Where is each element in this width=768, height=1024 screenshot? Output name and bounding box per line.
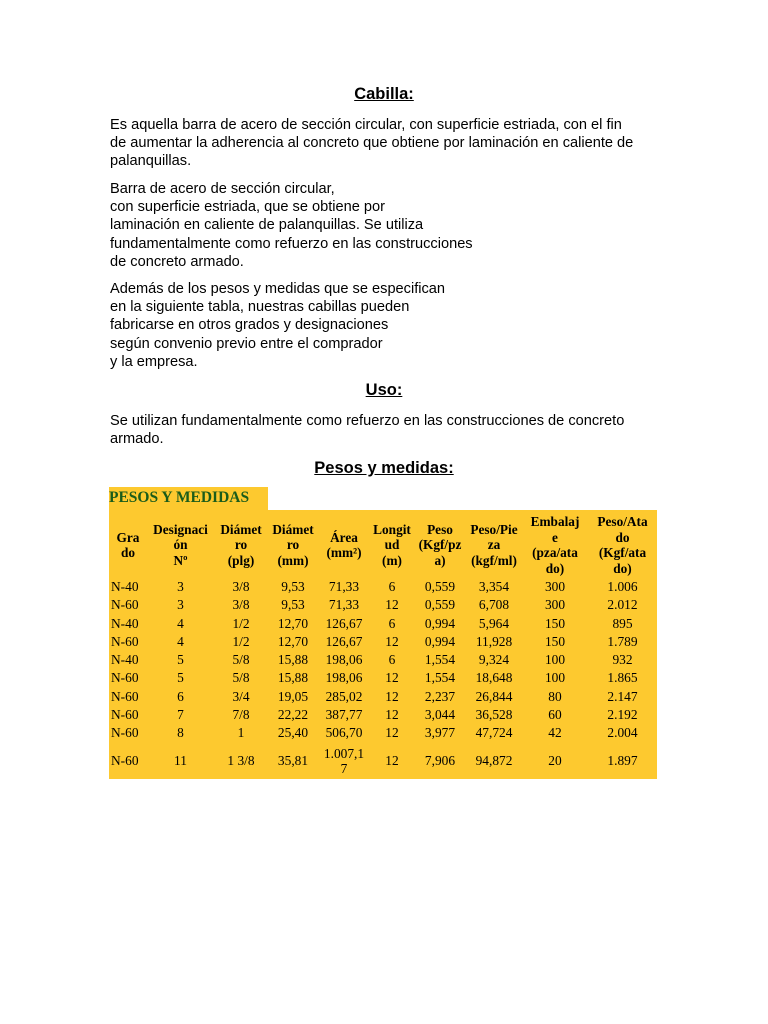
column-header <box>268 510 318 578</box>
table-cell: 8 <box>177 725 184 741</box>
table-cell: 3 <box>177 597 184 613</box>
table-cell: N-40 <box>111 615 139 631</box>
table-cell: N-40 <box>111 579 139 594</box>
table-cell: 6 <box>388 579 396 594</box>
table-cell-line: 1.007,1 <box>323 745 365 761</box>
table-cell: 47,724 <box>475 725 513 741</box>
column-header <box>522 510 588 578</box>
column-header-line: e <box>552 529 558 545</box>
table-cell: 6 <box>177 688 184 704</box>
pesos-table-container <box>109 487 657 779</box>
table-cell: 12 <box>385 670 399 686</box>
table-row <box>109 615 657 633</box>
table-cell: 5/8 <box>232 670 250 686</box>
column-header-line: do) <box>545 560 565 576</box>
table-cell: 5 <box>177 652 184 668</box>
column-header-line: Peso <box>427 521 453 537</box>
table-cell: 1/2 <box>232 615 250 631</box>
column-header-line: Embalaj <box>530 514 580 529</box>
column-header-line: (pza/ata <box>532 545 578 560</box>
table-cell: 1,554 <box>424 670 456 686</box>
paragraph-line: Además de los pesos y medidas que se especifican <box>110 281 446 297</box>
table-cell: 100 <box>544 670 566 686</box>
table-cell: 0,559 <box>424 579 456 594</box>
table-cell: N-60 <box>111 597 139 613</box>
table-cell: 9,324 <box>478 652 510 668</box>
column-header <box>466 510 522 578</box>
table-cell: 12 <box>385 707 399 723</box>
table-cell: 36,528 <box>475 707 513 723</box>
table-cell: N-60 <box>111 688 139 704</box>
column-header-line: (plg) <box>227 552 255 568</box>
table-cell: N-60 <box>111 753 139 769</box>
paragraph-line: Es aquella barra de acero de sección circular, con superficie estriada, con el fin <box>110 117 622 133</box>
table-cell: 5 <box>177 670 184 686</box>
heading-pesos-medidas: Pesos y medidas: <box>314 459 454 477</box>
table-cell: 126,67 <box>325 633 363 649</box>
column-header-line: Longit <box>373 521 411 537</box>
paragraph-line: de aumentar la adherencia al concreto que obtiene por laminación en caliente de <box>110 135 634 152</box>
table-cell: 4 <box>177 633 184 649</box>
table-cell: 71,33 <box>328 597 360 613</box>
table-cell: 6 <box>388 652 396 668</box>
table-cell: 3,044 <box>424 707 456 723</box>
table-cell: 0,559 <box>424 597 456 613</box>
paragraph-line: y la empresa. <box>110 353 198 370</box>
table-cell: 1 3/8 <box>227 753 255 769</box>
column-header-line: do <box>120 545 136 560</box>
table-cell: 0,994 <box>424 615 456 631</box>
paragraph-definition <box>110 116 633 171</box>
table-cell: 7 <box>177 707 184 723</box>
table-cell: 12 <box>385 597 399 613</box>
table-cell: 1 <box>237 725 245 741</box>
column-header <box>588 510 657 578</box>
table-cell: 2,237 <box>424 688 456 704</box>
paragraph-line: Se utilizan fundamentalmente como refuerzo en las construcciones de concreto <box>110 413 625 429</box>
table-cell: 2.004 <box>607 725 638 741</box>
table-cell: 126,67 <box>325 615 363 631</box>
column-header-line: (Kgf/pz <box>418 537 462 553</box>
table-cell: 300 <box>544 597 566 613</box>
paragraph-line: en la siguiente tabla, nuestras cabillas pueden <box>110 299 410 316</box>
column-header <box>370 510 414 578</box>
table-body <box>109 578 657 779</box>
table-title: PESOS Y MEDIDAS <box>109 487 268 510</box>
heading-cabilla: Cabilla: <box>354 85 414 103</box>
table-cell: 1.006 <box>607 579 638 594</box>
table-row <box>109 743 657 779</box>
column-header-line: Área <box>330 529 358 545</box>
paragraph-line: armado. <box>110 431 164 448</box>
paragraph-line: con superficie estriada, que se obtiene por <box>110 199 386 216</box>
table-cell: 2.192 <box>607 707 638 723</box>
paragraph-line: de concreto armado. <box>110 253 244 270</box>
paragraph-line: fabricarse en otros grados y designaciones <box>110 317 389 334</box>
table-cell: 285,02 <box>325 688 363 704</box>
column-header-line: (Kgf/ata <box>598 545 647 560</box>
paragraph-line: palanquillas. <box>110 153 192 170</box>
table-cell: 7/8 <box>232 707 250 723</box>
table-cell: 3,354 <box>478 579 510 594</box>
table-cell: 22,22 <box>277 707 309 723</box>
table-cell: 35,81 <box>277 753 309 769</box>
table-cell: 3,977 <box>424 725 456 741</box>
table-cell: 42 <box>548 725 562 741</box>
table-cell: 12,70 <box>277 615 309 631</box>
table-cell: 9,53 <box>281 579 305 594</box>
table-cell: 150 <box>544 615 566 631</box>
table-cell: 71,33 <box>328 579 360 594</box>
table-row <box>109 724 657 742</box>
table-header-row <box>109 510 657 578</box>
table-row <box>109 651 657 669</box>
table-cell: 198,06 <box>325 670 363 686</box>
table-cell: 18,648 <box>475 670 513 686</box>
table-cell: 26,844 <box>475 688 513 704</box>
table-cell: 12 <box>385 688 399 704</box>
paragraph-line: fundamentalmente como refuerzo en las construcciones <box>110 235 473 252</box>
table-cell: 1.789 <box>607 633 638 649</box>
table-cell: 932 <box>612 652 633 668</box>
table-cell: 300 <box>544 579 566 594</box>
table-cell-line: 7 <box>340 760 348 776</box>
table-row <box>109 596 657 614</box>
table-row <box>109 688 657 706</box>
table-cell: 12,70 <box>277 633 309 649</box>
table-cell: 12 <box>385 725 399 741</box>
heading-uso: Uso: <box>365 381 403 399</box>
table-row <box>109 578 657 596</box>
table-cell: 506,70 <box>325 725 363 741</box>
column-header-line: Diámet <box>272 521 314 537</box>
column-header <box>214 510 268 578</box>
table-cell: 5,964 <box>478 615 510 631</box>
table-cell <box>318 743 370 779</box>
table-cell: 1.897 <box>607 753 638 769</box>
pesos-medidas-table <box>109 510 657 779</box>
table-cell: 2.147 <box>607 688 638 704</box>
table-cell: 100 <box>544 652 566 668</box>
column-header-line: ud <box>384 537 400 553</box>
table-cell: 1.865 <box>607 670 638 686</box>
table-cell: 15,88 <box>277 652 309 668</box>
column-header-line: (mm²) <box>326 545 362 560</box>
column-header-line: Peso/Ata <box>597 514 648 529</box>
paragraph-grades <box>110 280 445 371</box>
table-cell: 7,906 <box>424 753 456 769</box>
table-cell: 94,872 <box>475 753 513 769</box>
column-header <box>414 510 466 578</box>
table-cell: 60 <box>548 707 562 723</box>
column-header-line: Gra <box>116 529 140 545</box>
table-cell: 19,05 <box>277 688 309 704</box>
column-header <box>147 510 214 578</box>
column-header-line: ón <box>173 537 188 553</box>
column-header-line: do <box>615 529 630 545</box>
table-cell: 3 <box>177 579 184 594</box>
paragraph-line: según convenio previo entre el comprador <box>110 335 383 352</box>
table-cell: 3/4 <box>232 688 250 704</box>
table-row <box>109 669 657 687</box>
column-header-line: do) <box>613 560 632 576</box>
table-cell: 1,554 <box>424 652 456 668</box>
table-cell: 4 <box>177 615 184 631</box>
table-cell: 0,994 <box>424 633 456 649</box>
table-cell: 11 <box>174 753 187 769</box>
table-cell: 15,88 <box>277 670 309 686</box>
table-cell: 5/8 <box>232 652 250 668</box>
table-cell: 20 <box>548 753 562 769</box>
paragraph-line: laminación en caliente de palanquillas. Se utiliza <box>110 217 424 234</box>
table-cell: N-60 <box>111 670 139 686</box>
table-cell: 9,53 <box>281 597 305 613</box>
table-cell: 11,928 <box>475 633 513 649</box>
paragraph-line: Barra de acero de sección circular, <box>110 181 335 197</box>
table-cell: 25,40 <box>277 725 309 741</box>
table-cell: 150 <box>544 633 566 649</box>
table-cell: N-60 <box>111 633 139 649</box>
table-cell: 6 <box>388 615 396 631</box>
table-cell: 387,77 <box>325 707 363 723</box>
table-cell: N-40 <box>111 652 139 668</box>
paragraph-uso <box>110 412 624 448</box>
column-header-line: Designaci <box>153 521 208 537</box>
column-header-line: Nº <box>173 552 188 568</box>
table-cell: 80 <box>548 688 562 704</box>
column-header-line: za <box>487 537 501 553</box>
column-header-line: (mm) <box>277 552 309 568</box>
table-row <box>109 633 657 651</box>
table-cell: 6,708 <box>478 597 510 613</box>
paragraph-description <box>110 180 473 271</box>
column-header <box>109 510 147 578</box>
table-row <box>109 706 657 724</box>
table-cell: N-60 <box>111 707 139 723</box>
table-cell: N-60 <box>111 725 139 741</box>
column-header-line: ro <box>234 537 248 553</box>
table-cell: 12 <box>385 633 399 649</box>
table-cell: 2.012 <box>607 597 638 613</box>
table-cell: 3/8 <box>232 597 250 613</box>
column-header-line: ro <box>286 537 300 553</box>
column-header-line: Diámet <box>220 521 262 537</box>
table-cell: 895 <box>612 615 633 631</box>
column-header-line: a) <box>434 552 446 568</box>
column-header-line: Peso/Pie <box>470 521 518 537</box>
column-header <box>318 510 370 578</box>
table-cell: 12 <box>385 753 399 769</box>
table-cell: 3/8 <box>232 579 250 594</box>
table-cell: 1/2 <box>232 633 250 649</box>
table-cell: 198,06 <box>325 652 363 668</box>
column-header-line: (m) <box>382 552 402 568</box>
column-header-line: (kgf/ml) <box>471 552 517 568</box>
